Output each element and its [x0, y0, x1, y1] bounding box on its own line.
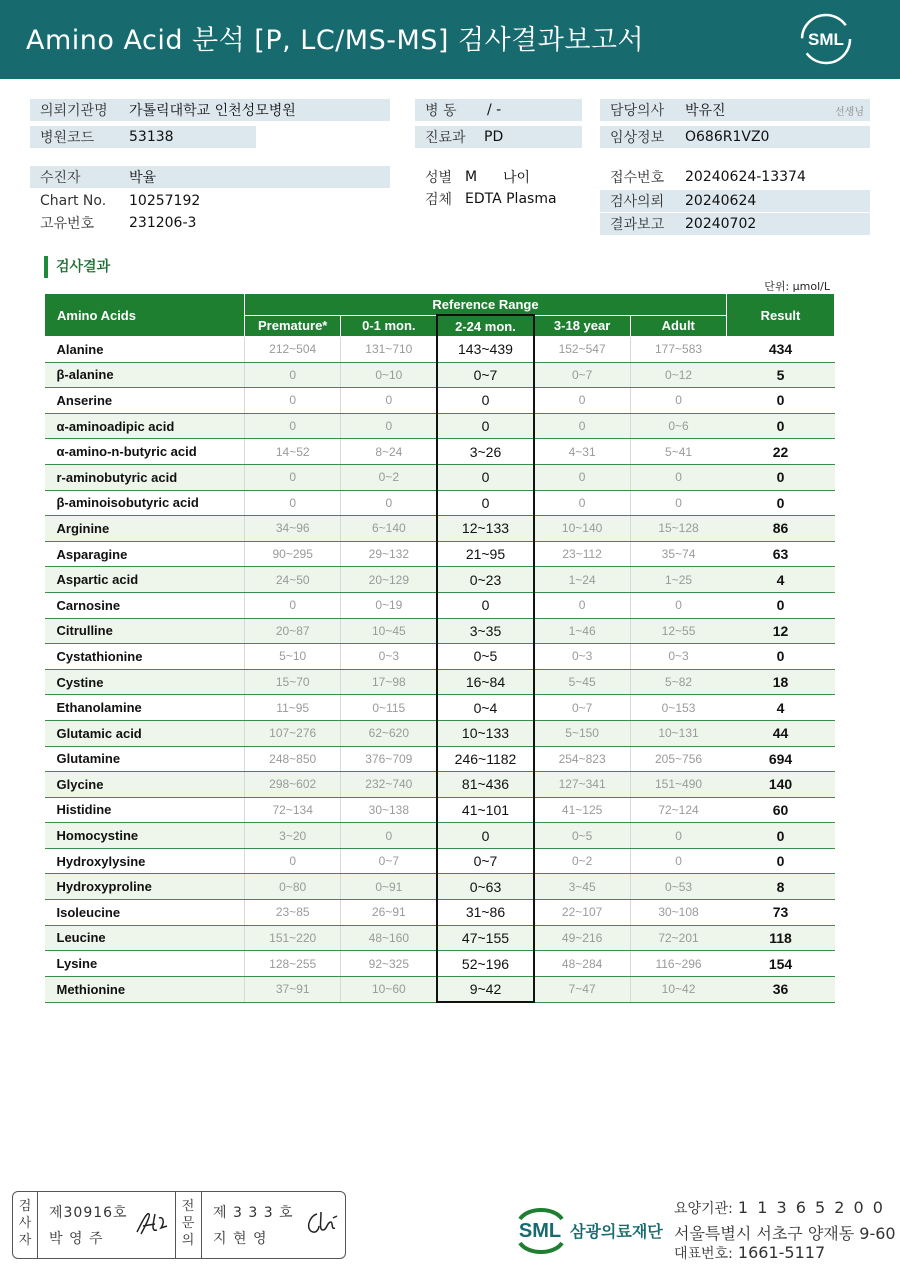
- child-range: 4~31: [534, 439, 630, 465]
- adult-range: 5~41: [630, 439, 726, 465]
- info-department: [415, 126, 582, 148]
- premature-range: 298~602: [245, 772, 341, 798]
- report-label: 결과보고: [610, 217, 665, 233]
- phone-line: [674, 1243, 825, 1263]
- sex-label: 성별: [425, 170, 453, 186]
- adult-range: 10~131: [630, 720, 726, 746]
- table-row: [45, 746, 835, 772]
- infant-range: 3~35: [437, 618, 533, 644]
- specialist-signature-icon: [301, 1208, 341, 1240]
- info-unique: [30, 212, 390, 234]
- child-range: 48~284: [534, 951, 630, 977]
- amino-acid-name: Aspartic acid: [45, 567, 245, 593]
- premature-range: 0: [245, 490, 341, 516]
- specialist-number: 제 3 3 3 호: [213, 1205, 294, 1221]
- info-doctor: [600, 99, 870, 121]
- header-3-18-year: 3-18 year: [534, 315, 630, 337]
- child-range: 5~150: [534, 720, 630, 746]
- amino-acid-name: Methionine: [45, 976, 245, 1002]
- inspector-col: [37, 1192, 176, 1258]
- infant-range: 0~5: [437, 644, 533, 670]
- specimen-value: EDTA Plasma: [465, 191, 557, 207]
- adult-range: 0~3: [630, 644, 726, 670]
- adult-range: 15~128: [630, 516, 726, 542]
- receipt-label: 접수번호: [610, 170, 665, 186]
- info-patient: [30, 166, 390, 188]
- infant-range: 47~155: [437, 925, 533, 951]
- amino-acid-name: Glycine: [45, 772, 245, 798]
- phone-value: 1661-5117: [737, 1243, 826, 1262]
- amino-acid-name: α-amino-n-butyric acid: [45, 439, 245, 465]
- result-value: 22: [727, 439, 835, 465]
- amino-acid-name: β-aminoisobutyric acid: [45, 490, 245, 516]
- infant-range: 246~1182: [437, 746, 533, 772]
- child-range: 0: [534, 464, 630, 490]
- infant-range: 0~7: [437, 848, 533, 874]
- results-body: [45, 337, 835, 1003]
- adult-range: 0: [630, 592, 726, 618]
- table-row: [45, 951, 835, 977]
- org-name: 삼광의료재단: [570, 1222, 663, 1241]
- info-hospital-code: [30, 126, 256, 148]
- premature-range: 0: [245, 362, 341, 388]
- infant-range: 41~101: [437, 797, 533, 823]
- header-result: Result: [727, 294, 835, 337]
- table-row: [45, 644, 835, 670]
- amino-acid-name: Histidine: [45, 797, 245, 823]
- header-2-24-mon: 2-24 mon.: [437, 315, 533, 337]
- adult-range: 116~296: [630, 951, 726, 977]
- infant-range: 9~42: [437, 976, 533, 1002]
- info-clinical: [600, 126, 870, 148]
- child-range: 0~5: [534, 823, 630, 849]
- inspector-label: [18, 1198, 32, 1249]
- org-logo-icon: [510, 1203, 570, 1257]
- neonate-range: 0: [341, 823, 437, 849]
- adult-range: 0~53: [630, 874, 726, 900]
- result-value: 12: [727, 618, 835, 644]
- neonate-range: 62~620: [341, 720, 437, 746]
- premature-range: 0: [245, 464, 341, 490]
- neonate-range: 30~138: [341, 797, 437, 823]
- infant-range: 16~84: [437, 669, 533, 695]
- adult-range: 177~583: [630, 337, 726, 363]
- request-value: 20240624: [685, 193, 757, 209]
- result-value: 154: [727, 951, 835, 977]
- doctor-label: 담당의사: [610, 103, 665, 119]
- adult-range: 0: [630, 823, 726, 849]
- infant-range: 0~23: [437, 567, 533, 593]
- amino-acid-name: Homocystine: [45, 823, 245, 849]
- table-row: [45, 388, 835, 414]
- table-row: [45, 976, 835, 1002]
- child-range: 0~7: [534, 362, 630, 388]
- infant-range: 21~95: [437, 541, 533, 567]
- doctor-suffix: 선생님: [835, 106, 864, 118]
- child-range: 41~125: [534, 797, 630, 823]
- table-row: [45, 464, 835, 490]
- neonate-range: 0~2: [341, 464, 437, 490]
- infant-range: 0~63: [437, 874, 533, 900]
- table-row: [45, 516, 835, 542]
- chart-value: 10257192: [129, 193, 201, 209]
- adult-range: 10~42: [630, 976, 726, 1002]
- result-value: 0: [727, 644, 835, 670]
- amino-acid-name: Ethanolamine: [45, 695, 245, 721]
- amino-acid-name: Cystathionine: [45, 644, 245, 670]
- infant-range: 0: [437, 823, 533, 849]
- specialist-label-chars: 전문의: [181, 1199, 195, 1248]
- premature-range: 212~504: [245, 337, 341, 363]
- results-table: [44, 293, 835, 1003]
- header-adult: Adult: [630, 315, 726, 337]
- institution-label: 의뢰기관명: [40, 103, 108, 119]
- inspector-label-chars: 검사자: [18, 1199, 32, 1248]
- child-range: 0: [534, 413, 630, 439]
- amino-acid-name: Cystine: [45, 669, 245, 695]
- signature-box: [12, 1191, 346, 1259]
- premature-range: 0: [245, 848, 341, 874]
- header-0-1-mon: 0-1 mon.: [341, 315, 437, 337]
- child-range: 0: [534, 490, 630, 516]
- table-row: [45, 695, 835, 721]
- table-row: [45, 337, 835, 363]
- amino-acid-name: β-alanine: [45, 362, 245, 388]
- header-amino-acids: Amino Acids: [45, 294, 245, 337]
- child-range: 7~47: [534, 976, 630, 1002]
- neonate-range: 10~45: [341, 618, 437, 644]
- child-range: 1~24: [534, 567, 630, 593]
- sex-value: M: [465, 169, 478, 185]
- logo-text: SML: [808, 30, 844, 49]
- premature-range: 248~850: [245, 746, 341, 772]
- amino-acid-name: α-aminoadipic acid: [45, 413, 245, 439]
- child-range: 254~823: [534, 746, 630, 772]
- premature-range: 90~295: [245, 541, 341, 567]
- infant-range: 3~26: [437, 439, 533, 465]
- table-row: [45, 900, 835, 926]
- result-value: 0: [727, 413, 835, 439]
- care-number-label: 요양기관:: [674, 1201, 733, 1217]
- neonate-range: 232~740: [341, 772, 437, 798]
- adult-range: 0: [630, 388, 726, 414]
- table-row: [45, 592, 835, 618]
- specimen-label: 검체: [425, 192, 453, 208]
- chart-label: Chart No.: [40, 193, 107, 209]
- care-number-value: 1 1 3 6 5 2 0 0: [737, 1198, 885, 1217]
- neonate-range: 26~91: [341, 900, 437, 926]
- adult-range: 0~153: [630, 695, 726, 721]
- table-row: [45, 797, 835, 823]
- neonate-range: 48~160: [341, 925, 437, 951]
- premature-range: 72~134: [245, 797, 341, 823]
- result-value: 0: [727, 592, 835, 618]
- amino-acid-name: r-aminobutyric acid: [45, 464, 245, 490]
- child-range: 1~46: [534, 618, 630, 644]
- patient-value: 박율: [129, 170, 157, 186]
- premature-range: 0: [245, 388, 341, 414]
- infant-range: 0: [437, 388, 533, 414]
- child-range: 127~341: [534, 772, 630, 798]
- infant-range: 52~196: [437, 951, 533, 977]
- specialist-label: [181, 1198, 195, 1249]
- table-row: [45, 720, 835, 746]
- adult-range: 205~756: [630, 746, 726, 772]
- premature-range: 107~276: [245, 720, 341, 746]
- clinical-label: 임상정보: [610, 130, 665, 146]
- table-row: [45, 874, 835, 900]
- clinical-value: O686R1VZ0: [685, 129, 770, 145]
- receipt-value: 20240624-13374: [685, 169, 806, 185]
- adult-range: 72~124: [630, 797, 726, 823]
- result-value: 36: [727, 976, 835, 1002]
- info-ward: [415, 99, 582, 121]
- info-specimen: [415, 188, 582, 210]
- result-value: 73: [727, 900, 835, 926]
- patient-label: 수진자: [40, 170, 81, 186]
- result-value: 44: [727, 720, 835, 746]
- neonate-range: 20~129: [341, 567, 437, 593]
- result-value: 0: [727, 388, 835, 414]
- child-range: 10~140: [534, 516, 630, 542]
- table-row: [45, 567, 835, 593]
- adult-range: 72~201: [630, 925, 726, 951]
- table-row: [45, 541, 835, 567]
- inspector-label-col: [13, 1192, 38, 1258]
- table-row: [45, 823, 835, 849]
- premature-range: 20~87: [245, 618, 341, 644]
- amino-acid-name: Hydroxylysine: [45, 848, 245, 874]
- premature-range: 128~255: [245, 951, 341, 977]
- child-range: 0: [534, 388, 630, 414]
- table-row: [45, 618, 835, 644]
- result-value: 0: [727, 823, 835, 849]
- neonate-range: 0~115: [341, 695, 437, 721]
- table-row: [45, 848, 835, 874]
- adult-range: 5~82: [630, 669, 726, 695]
- header-reference-range: Reference Range: [245, 294, 727, 316]
- address-line: 서울특별시 서초구 양재동 9-60: [674, 1224, 896, 1243]
- adult-range: 151~490: [630, 772, 726, 798]
- unique-value: 231206-3: [129, 215, 197, 231]
- premature-range: 23~85: [245, 900, 341, 926]
- result-value: 694: [727, 746, 835, 772]
- header-premature: Premature*: [245, 315, 341, 337]
- child-range: 5~45: [534, 669, 630, 695]
- child-range: 3~45: [534, 874, 630, 900]
- department-value: PD: [484, 129, 504, 145]
- infant-range: 0~4: [437, 695, 533, 721]
- specialist-col: [201, 1192, 345, 1258]
- table-row: [45, 490, 835, 516]
- infant-range: 143~439: [437, 337, 533, 363]
- amino-acid-name: Glutamic acid: [45, 720, 245, 746]
- table-row: [45, 925, 835, 951]
- premature-range: 0: [245, 592, 341, 618]
- infant-range: 0: [437, 592, 533, 618]
- adult-range: 0: [630, 464, 726, 490]
- report-value: 20240702: [685, 216, 757, 232]
- result-value: 5: [727, 362, 835, 388]
- premature-range: 15~70: [245, 669, 341, 695]
- neonate-range: 6~140: [341, 516, 437, 542]
- child-range: 49~216: [534, 925, 630, 951]
- age-label: 나이: [503, 170, 531, 186]
- adult-range: 35~74: [630, 541, 726, 567]
- result-value: 60: [727, 797, 835, 823]
- neonate-range: 0~10: [341, 362, 437, 388]
- premature-range: 34~96: [245, 516, 341, 542]
- neonate-range: 0: [341, 490, 437, 516]
- premature-range: 11~95: [245, 695, 341, 721]
- result-value: 118: [727, 925, 835, 951]
- ward-value: / -: [487, 102, 502, 118]
- infant-range: 0: [437, 413, 533, 439]
- adult-range: 30~108: [630, 900, 726, 926]
- child-range: 0: [534, 592, 630, 618]
- neonate-range: 0~91: [341, 874, 437, 900]
- neonate-range: 0~3: [341, 644, 437, 670]
- inspector-number: 제30916호: [49, 1205, 128, 1221]
- infant-range: 81~436: [437, 772, 533, 798]
- section-title: 검사결과: [44, 256, 110, 278]
- result-value: 4: [727, 567, 835, 593]
- department-label: 진료과: [425, 130, 466, 146]
- child-range: 152~547: [534, 337, 630, 363]
- premature-range: 24~50: [245, 567, 341, 593]
- neonate-range: 131~710: [341, 337, 437, 363]
- table-row: [45, 669, 835, 695]
- info-report: [600, 213, 870, 235]
- infant-range: 31~86: [437, 900, 533, 926]
- inspector-name: 박 영 주: [49, 1231, 104, 1247]
- table-row: [45, 362, 835, 388]
- sml-logo-icon: [799, 12, 853, 66]
- table-row: [45, 439, 835, 465]
- neonate-range: 8~24: [341, 439, 437, 465]
- org-logo: [510, 1203, 663, 1261]
- info-request: [600, 190, 870, 212]
- inspector-signature-icon: [133, 1206, 171, 1240]
- neonate-range: 17~98: [341, 669, 437, 695]
- ward-label: 병 동: [425, 103, 457, 119]
- neonate-range: 0: [341, 413, 437, 439]
- adult-range: 0: [630, 490, 726, 516]
- adult-range: 0~12: [630, 362, 726, 388]
- info-institution: [30, 99, 390, 121]
- infant-range: 12~133: [437, 516, 533, 542]
- child-range: 23~112: [534, 541, 630, 567]
- amino-acid-name: Asparagine: [45, 541, 245, 567]
- hospital-code-value: 53138: [129, 129, 174, 145]
- neonate-range: 92~325: [341, 951, 437, 977]
- amino-acid-name: Citrulline: [45, 618, 245, 644]
- infant-range: 10~133: [437, 720, 533, 746]
- result-value: 434: [727, 337, 835, 363]
- result-value: 0: [727, 490, 835, 516]
- institution-value: 가톨릭대학교 인천성모병원: [129, 103, 296, 119]
- result-value: 0: [727, 848, 835, 874]
- amino-acid-name: Leucine: [45, 925, 245, 951]
- child-range: 22~107: [534, 900, 630, 926]
- neonate-range: 376~709: [341, 746, 437, 772]
- adult-range: 0: [630, 848, 726, 874]
- amino-acid-name: Glutamine: [45, 746, 245, 772]
- info-chart: [30, 190, 390, 212]
- report-header: [0, 0, 900, 79]
- doctor-value: 박유진: [685, 103, 726, 119]
- org-logo-text: SML: [518, 1220, 562, 1242]
- info-sex-age: [415, 166, 582, 188]
- premature-range: 3~20: [245, 823, 341, 849]
- premature-range: 37~91: [245, 976, 341, 1002]
- result-value: 4: [727, 695, 835, 721]
- neonate-range: 0: [341, 388, 437, 414]
- amino-acid-name: Arginine: [45, 516, 245, 542]
- result-value: 140: [727, 772, 835, 798]
- result-value: 86: [727, 516, 835, 542]
- result-value: 0: [727, 464, 835, 490]
- neonate-range: 29~132: [341, 541, 437, 567]
- adult-range: 0~6: [630, 413, 726, 439]
- amino-acid-name: Hydroxyproline: [45, 874, 245, 900]
- child-range: 0~3: [534, 644, 630, 670]
- info-receipt: [600, 166, 870, 188]
- adult-range: 1~25: [630, 567, 726, 593]
- infant-range: 0: [437, 464, 533, 490]
- unit-label: 단위: μmol/L: [764, 280, 830, 293]
- premature-range: 0~80: [245, 874, 341, 900]
- request-label: 검사의뢰: [610, 194, 665, 210]
- amino-acid-name: Isoleucine: [45, 900, 245, 926]
- premature-range: 14~52: [245, 439, 341, 465]
- unique-label: 고유번호: [40, 216, 95, 232]
- premature-range: 151~220: [245, 925, 341, 951]
- result-value: 18: [727, 669, 835, 695]
- amino-acid-name: Anserine: [45, 388, 245, 414]
- premature-range: 0: [245, 413, 341, 439]
- neonate-range: 10~60: [341, 976, 437, 1002]
- amino-acid-name: Alanine: [45, 337, 245, 363]
- hospital-code-label: 병원코드: [40, 130, 95, 146]
- amino-acid-name: Carnosine: [45, 592, 245, 618]
- phone-label: 대표번호:: [674, 1246, 733, 1262]
- adult-range: 12~55: [630, 618, 726, 644]
- table-row: [45, 772, 835, 798]
- table-row: [45, 413, 835, 439]
- premature-range: 5~10: [245, 644, 341, 670]
- amino-acid-name: Lysine: [45, 951, 245, 977]
- care-number-line: [674, 1198, 885, 1218]
- neonate-range: 0~7: [341, 848, 437, 874]
- specialist-name: 지 현 영: [213, 1231, 268, 1247]
- report-title: Amino Acid 분석 [P, LC/MS-MS] 검사결과보고서: [26, 25, 645, 56]
- result-value: 63: [727, 541, 835, 567]
- specialist-label-col: [175, 1192, 202, 1258]
- child-range: 0~7: [534, 695, 630, 721]
- child-range: 0~2: [534, 848, 630, 874]
- infant-range: 0~7: [437, 362, 533, 388]
- result-value: 8: [727, 874, 835, 900]
- infant-range: 0: [437, 490, 533, 516]
- neonate-range: 0~19: [341, 592, 437, 618]
